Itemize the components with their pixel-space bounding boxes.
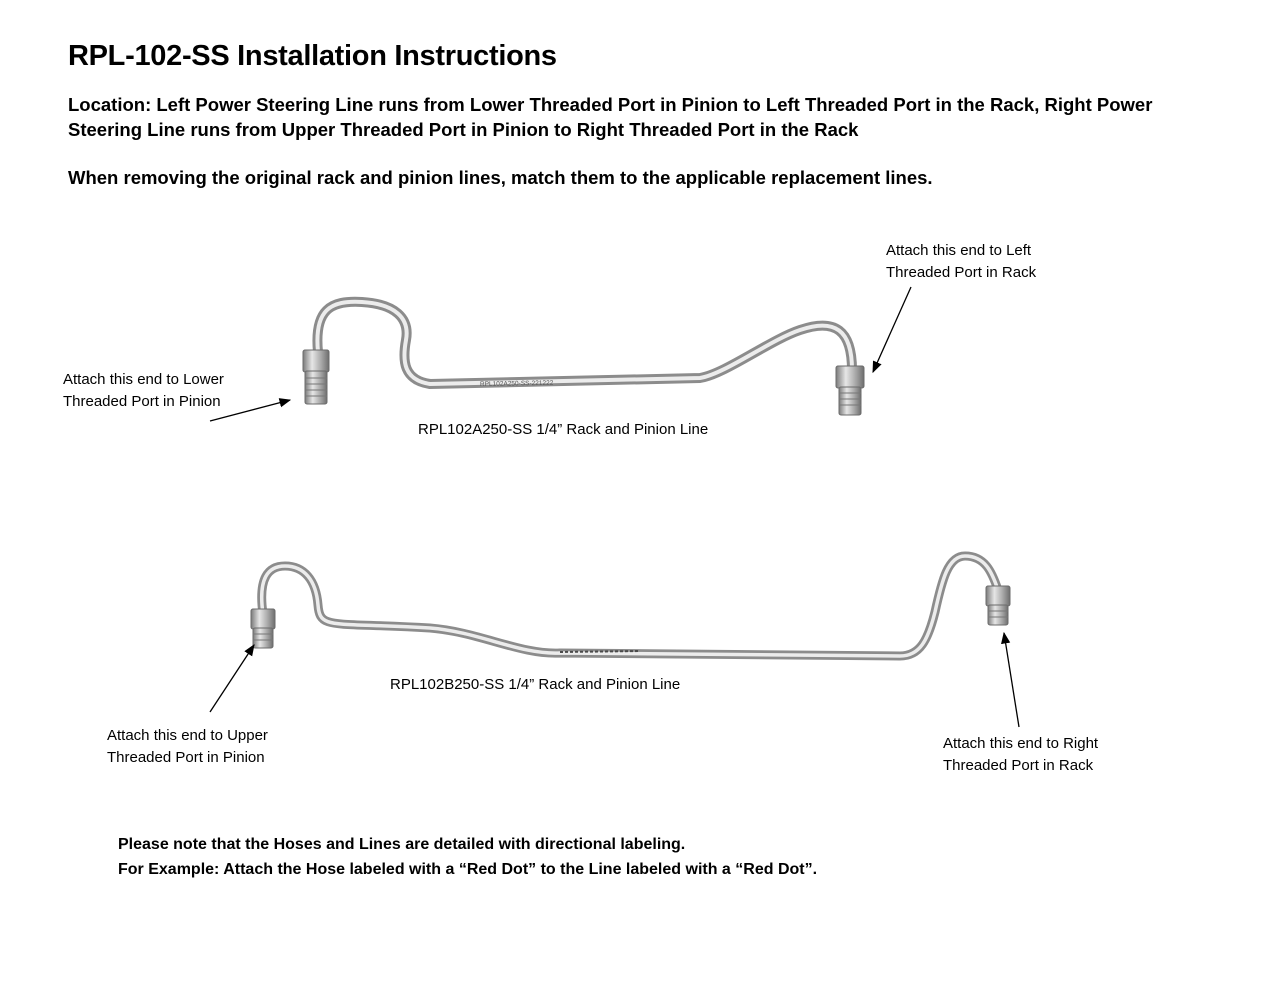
line-b-caption: RPL102B250-SS 1/4” Rack and Pinion Line (390, 676, 681, 693)
line-b-right-arrow (1004, 633, 1019, 727)
line-a-left-callout: Attach this end to Lower Threaded Port in Pinion (63, 371, 224, 410)
line-b-tube (262, 556, 998, 656)
line-a-caption: RPL102A250-SS 1/4” Rack and Pinion Line (418, 421, 709, 438)
note-line-2: For Example: Attach the Hose labeled with a “Red Dot” to the Line labeled with a “Red Dot”. (118, 861, 818, 878)
line-b-left-callout: Attach this end to Upper Threaded Port in Pinion (107, 727, 268, 766)
line-a-stamp: RPL102A250-SS-221222 (479, 379, 554, 388)
line-a-right-arrow (873, 287, 911, 372)
line-b-left-arrow (210, 645, 254, 712)
location-instructions: Location: Left Power Steering Line runs from Lower Threaded Port in Pinion to Left Threaded Port in the Rack, Right Power Steering Line runs from Upper Threaded Port in Pinion to Right Threaded Port in the Rack (68, 94, 1153, 140)
page-title: RPL-102-SS Installation Instructions (68, 40, 557, 72)
note-line-1: Please note that the Hoses and Lines are detailed with directional labeling. (118, 836, 686, 853)
line-a-left-fitting (303, 350, 329, 404)
line-b-right-fitting (986, 586, 1010, 625)
removal-instructions: When removing the original rack and pinion lines, match them to the applicable replacement lines. (68, 167, 933, 188)
line-b-right-callout: Attach this end to Right Threaded Port in Rack (943, 735, 1099, 774)
line-a-right-callout: Attach this end to Left Threaded Port in Rack (886, 242, 1037, 281)
line-a-right-fitting (836, 366, 864, 415)
labeling-note (118, 832, 817, 882)
line-a-tube (317, 302, 852, 384)
line-b-left-fitting (251, 609, 275, 648)
